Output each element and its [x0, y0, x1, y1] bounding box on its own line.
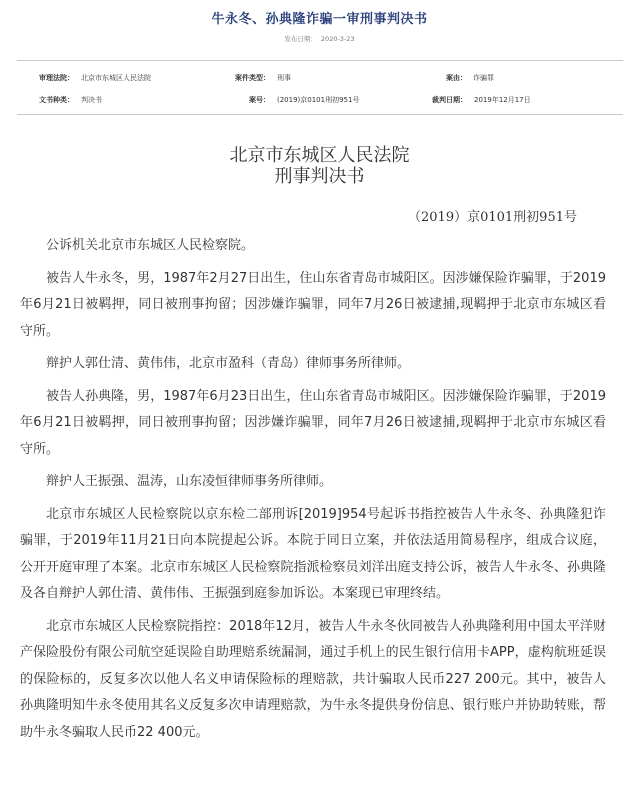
case-type-label: 案件类型：	[235, 74, 270, 82]
case-type-value: 刑事	[277, 74, 291, 82]
doc-kind-field	[39, 93, 102, 107]
case-no-field	[249, 93, 360, 107]
paragraph: 公诉机关北京市东城区人民检察院。	[46, 238, 255, 253]
paragraph: 被告人牛永冬，男，1987年2月27日出生，住山东省青岛市城阳区。因涉嫌保险诈骗罪，于2019年6月21日被羁押，同日被刑事拘留；因涉嫌诈骗罪，同年7月26日被逮捕,现羁押于北京市东城区看守所。	[20, 270, 606, 339]
publish-date	[0, 34, 639, 43]
doc-kind-label: 文书种类：	[39, 96, 74, 104]
doc-kind-value: 判决书	[81, 96, 102, 104]
case-metadata-panel	[17, 60, 623, 115]
paragraph: 辩护人王振强、温涛，山东凌恒律师事务所律师。	[46, 474, 333, 489]
case-number: （2019）京0101刑初951号	[408, 210, 577, 225]
paragraph: 北京市东城区人民检察院指控：2018年12月，被告人牛永冬伙同被告人孙典隆利用中国太平洋财产保险股份有限公司航空延误险自助理赔系统漏洞，通过手机上的民生银行信用卡APP，虚构航班延误的保险标的，反复多次以他人名义申请保险标的理赔款，共计骗取人民币227 200元。其中，被告人孙典隆明知牛永冬使用其名义反复多次申请理赔款，为牛永冬提供身份信息、银行账户并协助转账，帮助牛永冬骗取人民币22 400元。	[20, 618, 606, 740]
publish-date-label: 发布日期：	[284, 35, 317, 43]
cause-field	[446, 71, 494, 85]
judgment-date-value: 2019年12月17日	[474, 96, 531, 104]
judgment-date-label: 裁判日期：	[432, 96, 467, 104]
paragraph: 辩护人郭仕清、黄伟伟，北京市盈科（青岛）律师事务所律师。	[46, 356, 411, 371]
paragraph: 北京市东城区人民检察院以京东检二部刑诉[2019]954号起诉书指控被告人牛永冬、孙典隆犯诈骗罪，于2019年11月21日向本院提起公诉。本院于同日立案，并依法适用简易程序，组成合议庭，公开开庭审理了本案。北京市东城区人民检察院指派检察员刘洋出庭支持公诉，被告人牛永冬、孙典隆及各自辩护人郭仕清、黄伟伟、王振强到庭参加诉讼。本案现已审理终结。	[20, 506, 606, 601]
publish-date-value: 2020-3-23	[320, 35, 355, 43]
cause-label: 案由：	[446, 74, 467, 82]
court-value: 北京市东城区人民法院	[81, 74, 151, 82]
court-label: 审理法院：	[39, 74, 74, 82]
court-field	[39, 71, 151, 85]
cause-value: 诈骗罪	[473, 74, 494, 82]
paragraph: 被告人孙典隆，男，1987年6月23日出生，住山东省青岛市城阳区。因涉嫌保险诈骗罪，于2019年6月21日被羁押，同日被刑事拘留；因涉嫌诈骗罪，同年7月26日被逮捕,现羁押于北京市东城区看守所。	[20, 388, 606, 457]
metadata-row-1	[17, 71, 623, 85]
judgment-body	[20, 233, 606, 752]
case-no-value: (2019)京0101刑初951号	[277, 96, 360, 104]
judgment-date-field	[432, 93, 531, 107]
case-no-label: 案号：	[249, 96, 270, 104]
judgment-heading: 刑事判决书	[274, 166, 365, 187]
document-title: 牛永冬、孙典隆诈骗一审刑事判决书	[211, 12, 428, 27]
case-type-field	[235, 71, 291, 85]
metadata-row-2	[17, 93, 623, 107]
court-heading: 北京市东城区人民法院	[229, 145, 410, 166]
